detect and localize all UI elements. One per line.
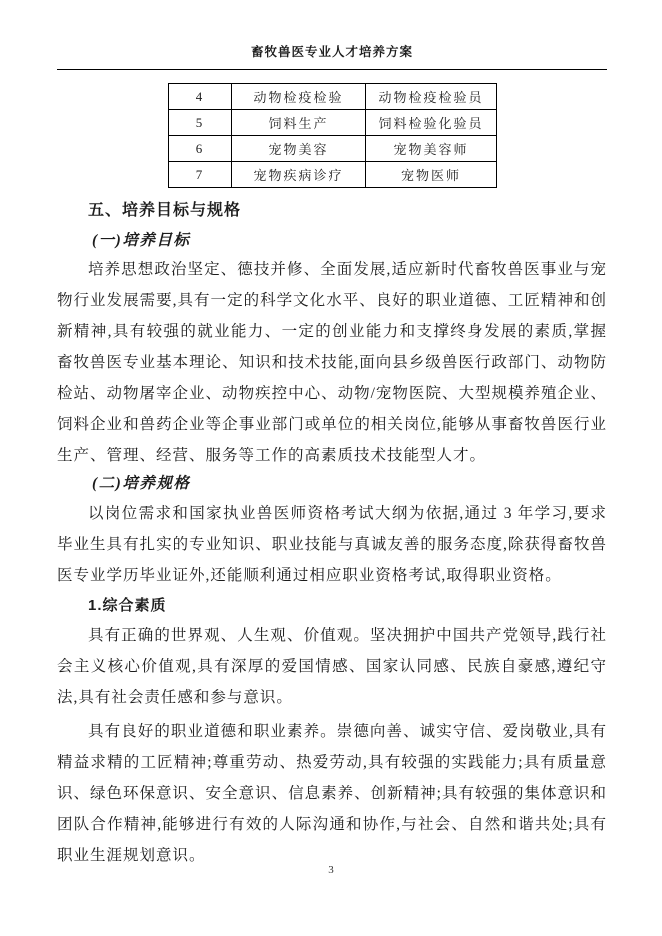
job-post-cell: 宠物美容	[232, 136, 366, 162]
page-header	[57, 44, 607, 70]
row-number-cell: 6	[169, 136, 232, 162]
certificate-cell: 饲料检验化验员	[366, 110, 497, 136]
certificate-cell: 动物检疫检验员	[366, 84, 497, 110]
comprehensive-quality-paragraph-2: 具有良好的职业道德和职业素养。崇德向善、诚实守信、爱岗敬业,具有精益求精的工匠精神;尊重劳动、热爱劳动,具有较强的实践能力;具有质量意识、绿色环保意识、安全意识、信息素养、创新精神;具有较强的集体意识和团队合作精神,能够进行有效的人际沟通和协作,与社会、自然和谐共处;具有职业生涯规划意识。	[57, 723, 607, 864]
comprehensive-quality-paragraph-1: 具有正确的世界观、人生观、价值观。坚决拥护中国共产党领导,践行社会主义核心价值观,具有深厚的爱国情感、国家认同感、民族自豪感,遵纪守法,具有社会责任感和参与意识。	[57, 627, 607, 706]
job-post-cell: 宠物疾病诊疗	[232, 162, 366, 188]
table-row	[169, 162, 497, 188]
certificate-cell: 宠物美容师	[366, 136, 497, 162]
header-rule	[57, 69, 607, 70]
row-number-cell: 7	[169, 162, 232, 188]
row-number-cell: 5	[169, 110, 232, 136]
training-goal-paragraph: 培养思想政治坚定、德技并修、全面发展,适应新时代畜牧兽医事业与宠物行业发展需要,具有一定的科学文化水平、良好的职业道德、工匠精神和创新精神,具有较强的就业能力、一定的创业能力和支撑终身发展的素质,掌握畜牧兽医专业基本理论、知识和技术技能,面向县乡级兽医行政部门、动物防检站、动物屠宰企业、动物疾控中心、动物/宠物医院、大型规模养殖企业、饲料企业和兽药企业等企事业部门或单位的相关岗位,能够从事畜牧兽医行业生产、管理、经营、服务等工作的高素质技术技能型人才。	[57, 261, 607, 464]
table-row	[169, 84, 497, 110]
section-heading-five: 五、培养目标与规格	[88, 202, 242, 219]
table-row	[169, 110, 497, 136]
subsection-heading-training-spec: (二)培养规格	[92, 475, 191, 492]
item-heading-comprehensive-quality: 1.综合素质	[88, 597, 167, 614]
training-spec-paragraph: 以岗位需求和国家执业兽医师资格考试大纲为依据,通过 3 年学习,要求毕业生具有扎实的专业知识、职业技能与真诚友善的服务态度,除获得畜牧兽医专业学历毕业证外,还能顺利通过相应职业资格考试,取得职业资格。	[57, 505, 607, 584]
page-number: 3	[328, 864, 334, 876]
header-title: 畜牧兽医专业人才培养方案	[250, 45, 413, 59]
table-row	[169, 136, 497, 162]
job-post-cell: 动物检疫检验	[232, 84, 366, 110]
row-number-cell: 4	[169, 84, 232, 110]
certificate-cell: 宠物医师	[366, 162, 497, 188]
jobs-certificates-table	[168, 83, 497, 188]
job-post-cell: 饲料生产	[232, 110, 366, 136]
subsection-heading-training-goal: (一)培养目标	[92, 232, 191, 249]
